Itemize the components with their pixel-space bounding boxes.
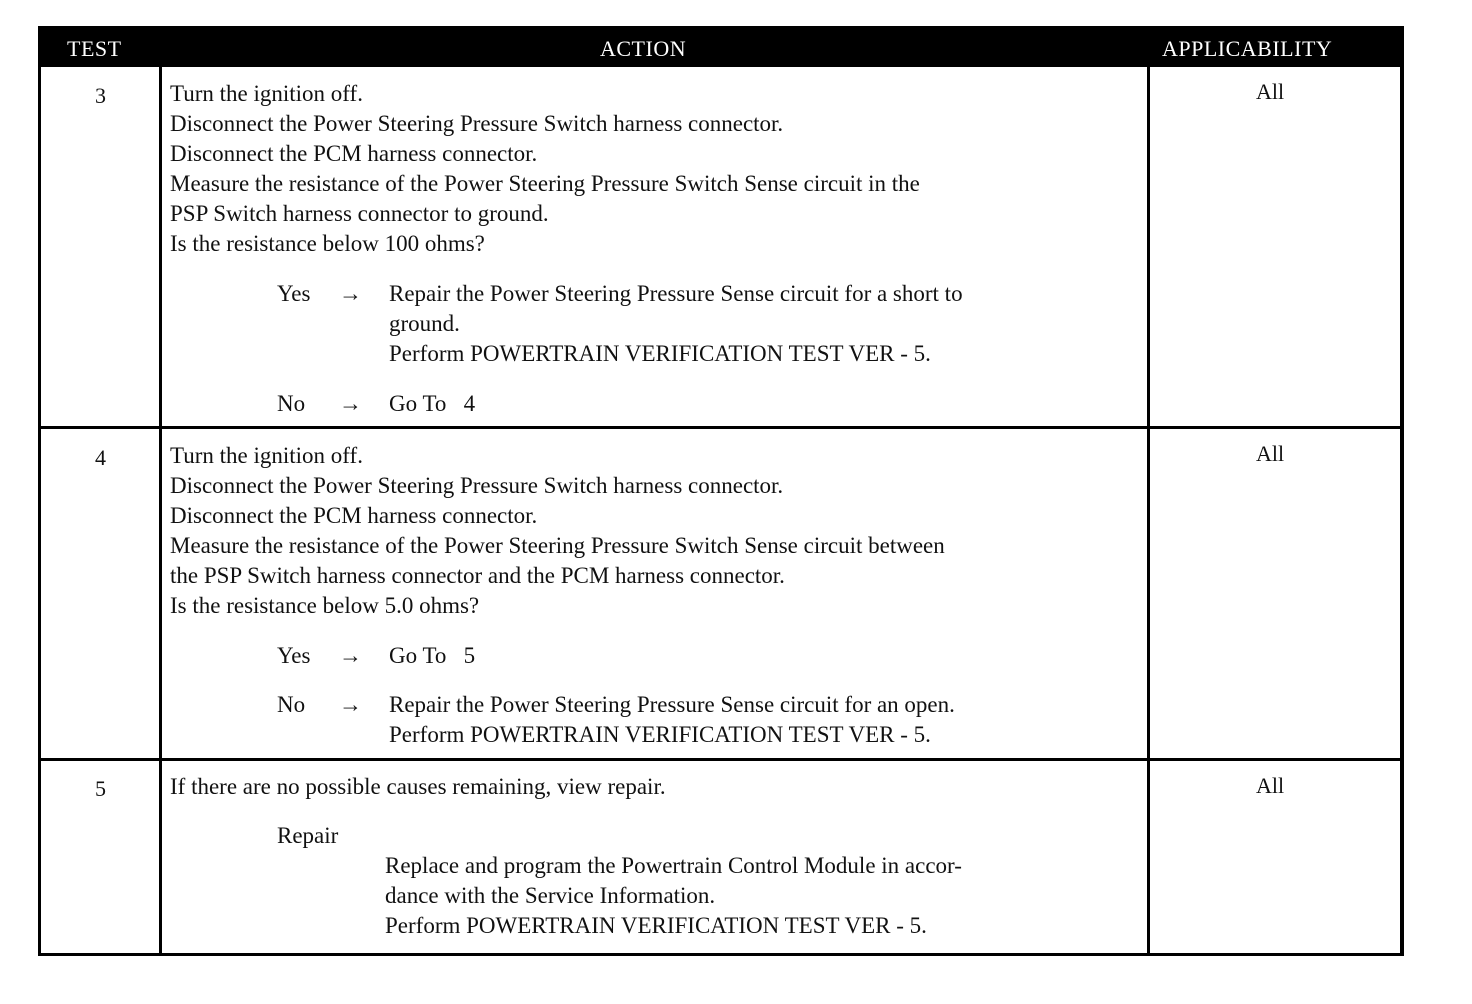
result-line: Repair the Power Steering Pressure Sense circuit for an open. [389,692,955,717]
repair-instructions [385,851,1145,941]
step-line: Disconnect the Power Steering Pressure Switch harness connector. [170,111,784,136]
step-line: Turn the ignition off. [170,443,363,468]
no-result [389,690,955,750]
arrow-icon: → [339,281,362,306]
step-line: If there are no possible causes remaining, view repair. [170,774,666,799]
step-line: Is the resistance below 100 ohms? [170,231,485,256]
yes-result: Go To 5 [389,643,476,668]
step-line: Disconnect the Power Steering Pressure Switch harness connector. [170,473,784,498]
arrow-icon: → [339,391,362,416]
no-result: Go To 4 [389,391,476,416]
test-number: 3 [95,83,106,108]
yes-result [389,279,963,369]
step-line: the PSP Switch harness connector and the PCM harness connector. [170,563,785,588]
action-steps [170,441,945,621]
repair-label: Repair [277,823,339,848]
row-divider [41,758,1400,761]
step-line: Is the resistance below 5.0 ohms? [170,593,480,618]
action-steps [170,772,666,802]
step-line: Measure the resistance of the Power Steering Pressure Switch Sense circuit between [170,533,945,558]
header-action: ACTION [600,36,687,61]
column-divider [159,67,162,953]
result-line: ground. [389,311,460,336]
result-line: Perform POWERTRAIN VERIFICATION TEST VER - 5. [389,722,931,747]
test-table [38,26,1404,956]
column-divider [1147,67,1150,953]
arrow-icon: → [339,692,362,717]
yes-branch [277,279,1037,369]
no-branch [277,690,1037,750]
step-line: Disconnect the PCM harness connector. [170,503,538,528]
applicability-value: All [1256,441,1285,466]
table-header [41,29,1400,67]
yes-label: Yes [277,281,311,306]
header-applicability: APPLICABILITY [1162,36,1333,61]
step-line: Measure the resistance of the Power Steering Pressure Switch Sense circuit in the [170,171,920,196]
yes-branch [277,641,1037,671]
header-test: TEST [67,36,122,61]
row-divider [41,426,1400,429]
repair-line: Replace and program the Powertrain Control Module in accor- [385,853,962,878]
repair-line: dance with the Service Information. [385,883,716,908]
no-branch [277,389,1037,419]
test-number: 5 [95,776,106,801]
action-steps [170,79,920,259]
result-line: Perform POWERTRAIN VERIFICATION TEST VER - 5. [389,341,931,366]
no-label: No [277,692,306,717]
repair-line: Perform POWERTRAIN VERIFICATION TEST VER - 5. [385,913,927,938]
step-line: Turn the ignition off. [170,81,363,106]
step-line: Disconnect the PCM harness connector. [170,141,538,166]
step-line: PSP Switch harness connector to ground. [170,201,549,226]
test-number: 4 [95,445,106,470]
arrow-icon: → [339,643,362,668]
yes-label: Yes [277,643,311,668]
no-label: No [277,391,306,416]
result-line: Repair the Power Steering Pressure Sense circuit for a short to [389,281,963,306]
applicability-value: All [1256,79,1285,104]
applicability-value: All [1256,773,1285,798]
